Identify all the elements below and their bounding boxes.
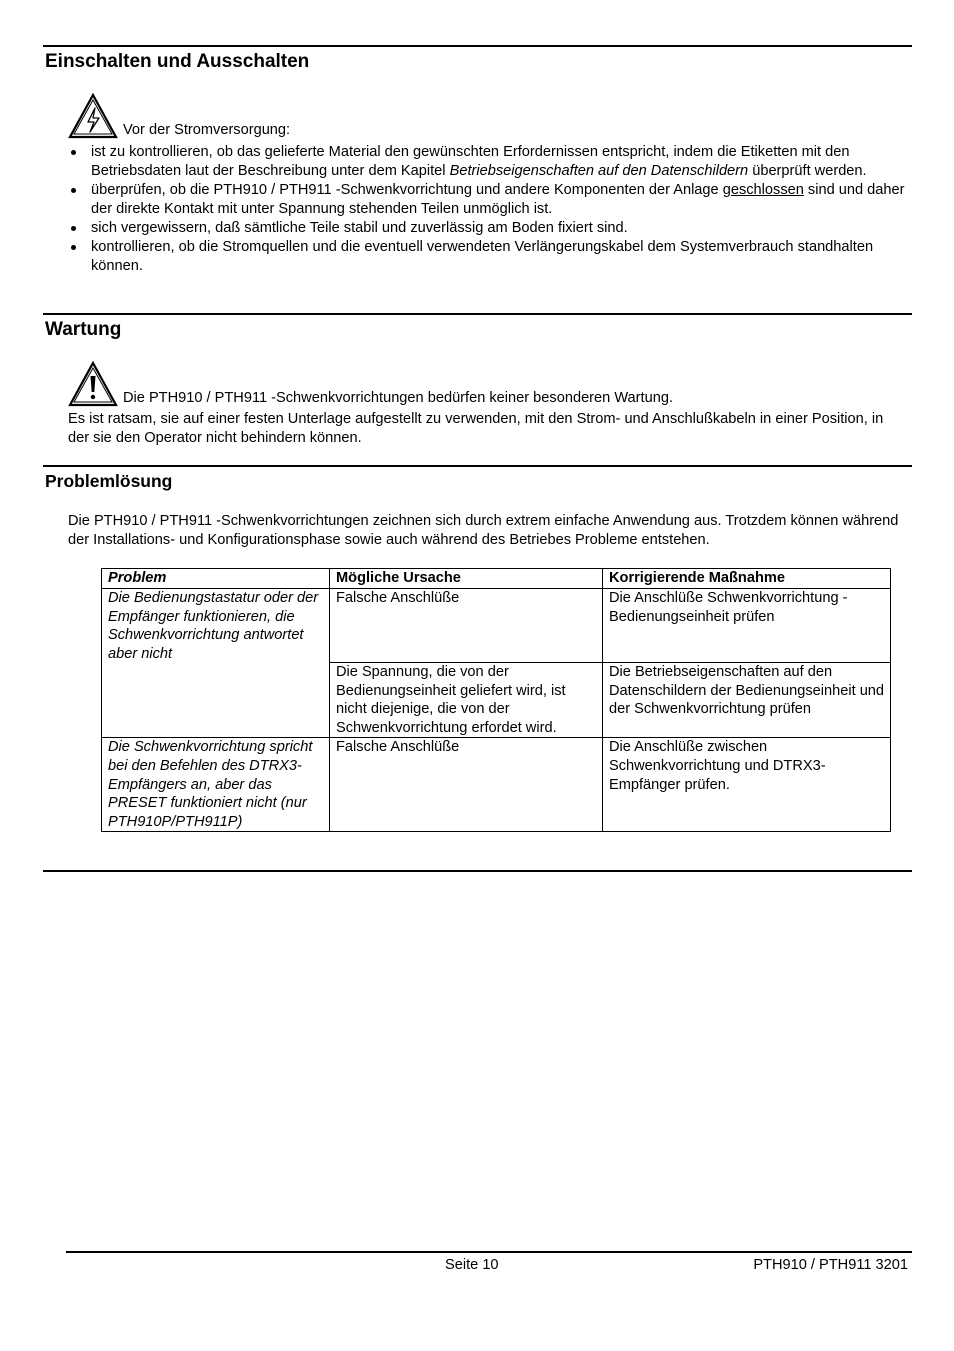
power-warning-text: Vor der Stromversorgung: (123, 122, 291, 138)
troubleshooting-table (101, 568, 891, 832)
heading-einschalten: Einschalten und Ausschalten (45, 51, 310, 72)
power-warning (68, 93, 290, 139)
section-rule-top (43, 45, 912, 47)
section-rule-wartung (43, 313, 912, 315)
document-code: PTH910 / PTH911 3201 (753, 1257, 908, 1273)
underlined-term: geschlossen (722, 182, 804, 198)
column-header-problem: Problem (102, 569, 330, 589)
cell-action: Die Anschlüße Schwenkvorrichtung - Bedienungseinheit prüfen (603, 589, 891, 663)
power-checklist (68, 143, 908, 276)
table-row (102, 589, 891, 663)
exclamation-warning-icon (68, 361, 118, 407)
section-rule-problem (43, 465, 912, 467)
column-header-action: Korrigierende Maßnahme (603, 569, 891, 589)
cell-action: Die Betriebseigenschaften auf den Datenschildern der Bedienungseinheit und der Schwenkvorrichtung prüfen (603, 663, 891, 738)
list-item: sich vergewissern, daß sämtliche Teile stabil und zuverlässig am Boden fixiert sind. (68, 219, 908, 238)
maintenance-warning-text: Die PTH910 / PTH911 -Schwenkvorrichtungen bedürfen keiner besonderen Wartung. (123, 390, 673, 406)
troubleshooting-intro: Die PTH910 / PTH911 -Schwenkvorrichtungen zeichnen sich durch extrem einfache Anwendung aus. Trotzdem können während der Installations- und Konfigurationsphase sowie auch während des Betriebes Probleme entstehen. (68, 513, 899, 548)
heading-wartung: Wartung (45, 319, 122, 340)
table-header-row (102, 569, 891, 589)
column-header-cause: Mögliche Ursache (330, 569, 603, 589)
list-item: ist zu kontrollieren, ob das gelieferte Material den gewünschten Erfordernissen entspricht, indem die Etiketten mit den Betriebsdaten laut der Beschreibung unter dem Kapitel Betriebseigenschaften auf den Datenschildern überprüft werden. (68, 143, 908, 181)
section-rule-bottom (43, 870, 912, 872)
high-voltage-warning-icon (68, 93, 118, 139)
cell-action: Die Anschlüße zwischen Schwenkvorrichtung und DTRX3-Empfänger prüfen. (603, 738, 891, 832)
chapter-reference: Betriebseigenschaften auf den Datenschildern (449, 163, 749, 179)
cell-problem: Die Schwenkvorrichtung spricht bei den Befehlen des DTRX3-Empfängers an, aber das PRESET funktioniert nicht (nur PTH910P/PTH911P) (102, 738, 330, 832)
heading-problemloesung: Problemlösung (45, 471, 173, 491)
cell-cause: Die Spannung, die von der Bedienungseinheit geliefert wird, ist nicht diejenige, die von der Schwenkvorrichtung erfordet wird. (330, 663, 603, 738)
list-item: kontrollieren, ob die Stromquellen und die eventuell verwendeten Verlängerungskabel dem Systemverbrauch standhalten können. (68, 238, 908, 276)
cell-problem: Die Bedienungstastatur oder der Empfänger funktionieren, die Schwenkvorrichtung antwortet aber nicht (102, 589, 330, 738)
table-row (102, 738, 891, 832)
list-item: überprüfen, ob die PTH910 / PTH911 -Schwenkvorrichtung und andere Komponenten der Anlage geschlossen sind und daher der direkte Kontakt mit unter Spannung stehenden Teilen unmöglich ist. (68, 181, 908, 219)
maintenance-warning (68, 361, 673, 407)
page-number: Seite 10 (445, 1257, 499, 1273)
cell-cause: Falsche Anschlüße (330, 738, 603, 832)
cell-cause: Falsche Anschlüße (330, 589, 603, 663)
footer-rule (66, 1251, 912, 1253)
maintenance-paragraph: Es ist ratsam, sie auf einer festen Unterlage aufgestellt zu verwenden, mit den Strom- und Anschlußkabeln in einer Position, in der sie den Operator nicht behindern können. (68, 411, 884, 446)
